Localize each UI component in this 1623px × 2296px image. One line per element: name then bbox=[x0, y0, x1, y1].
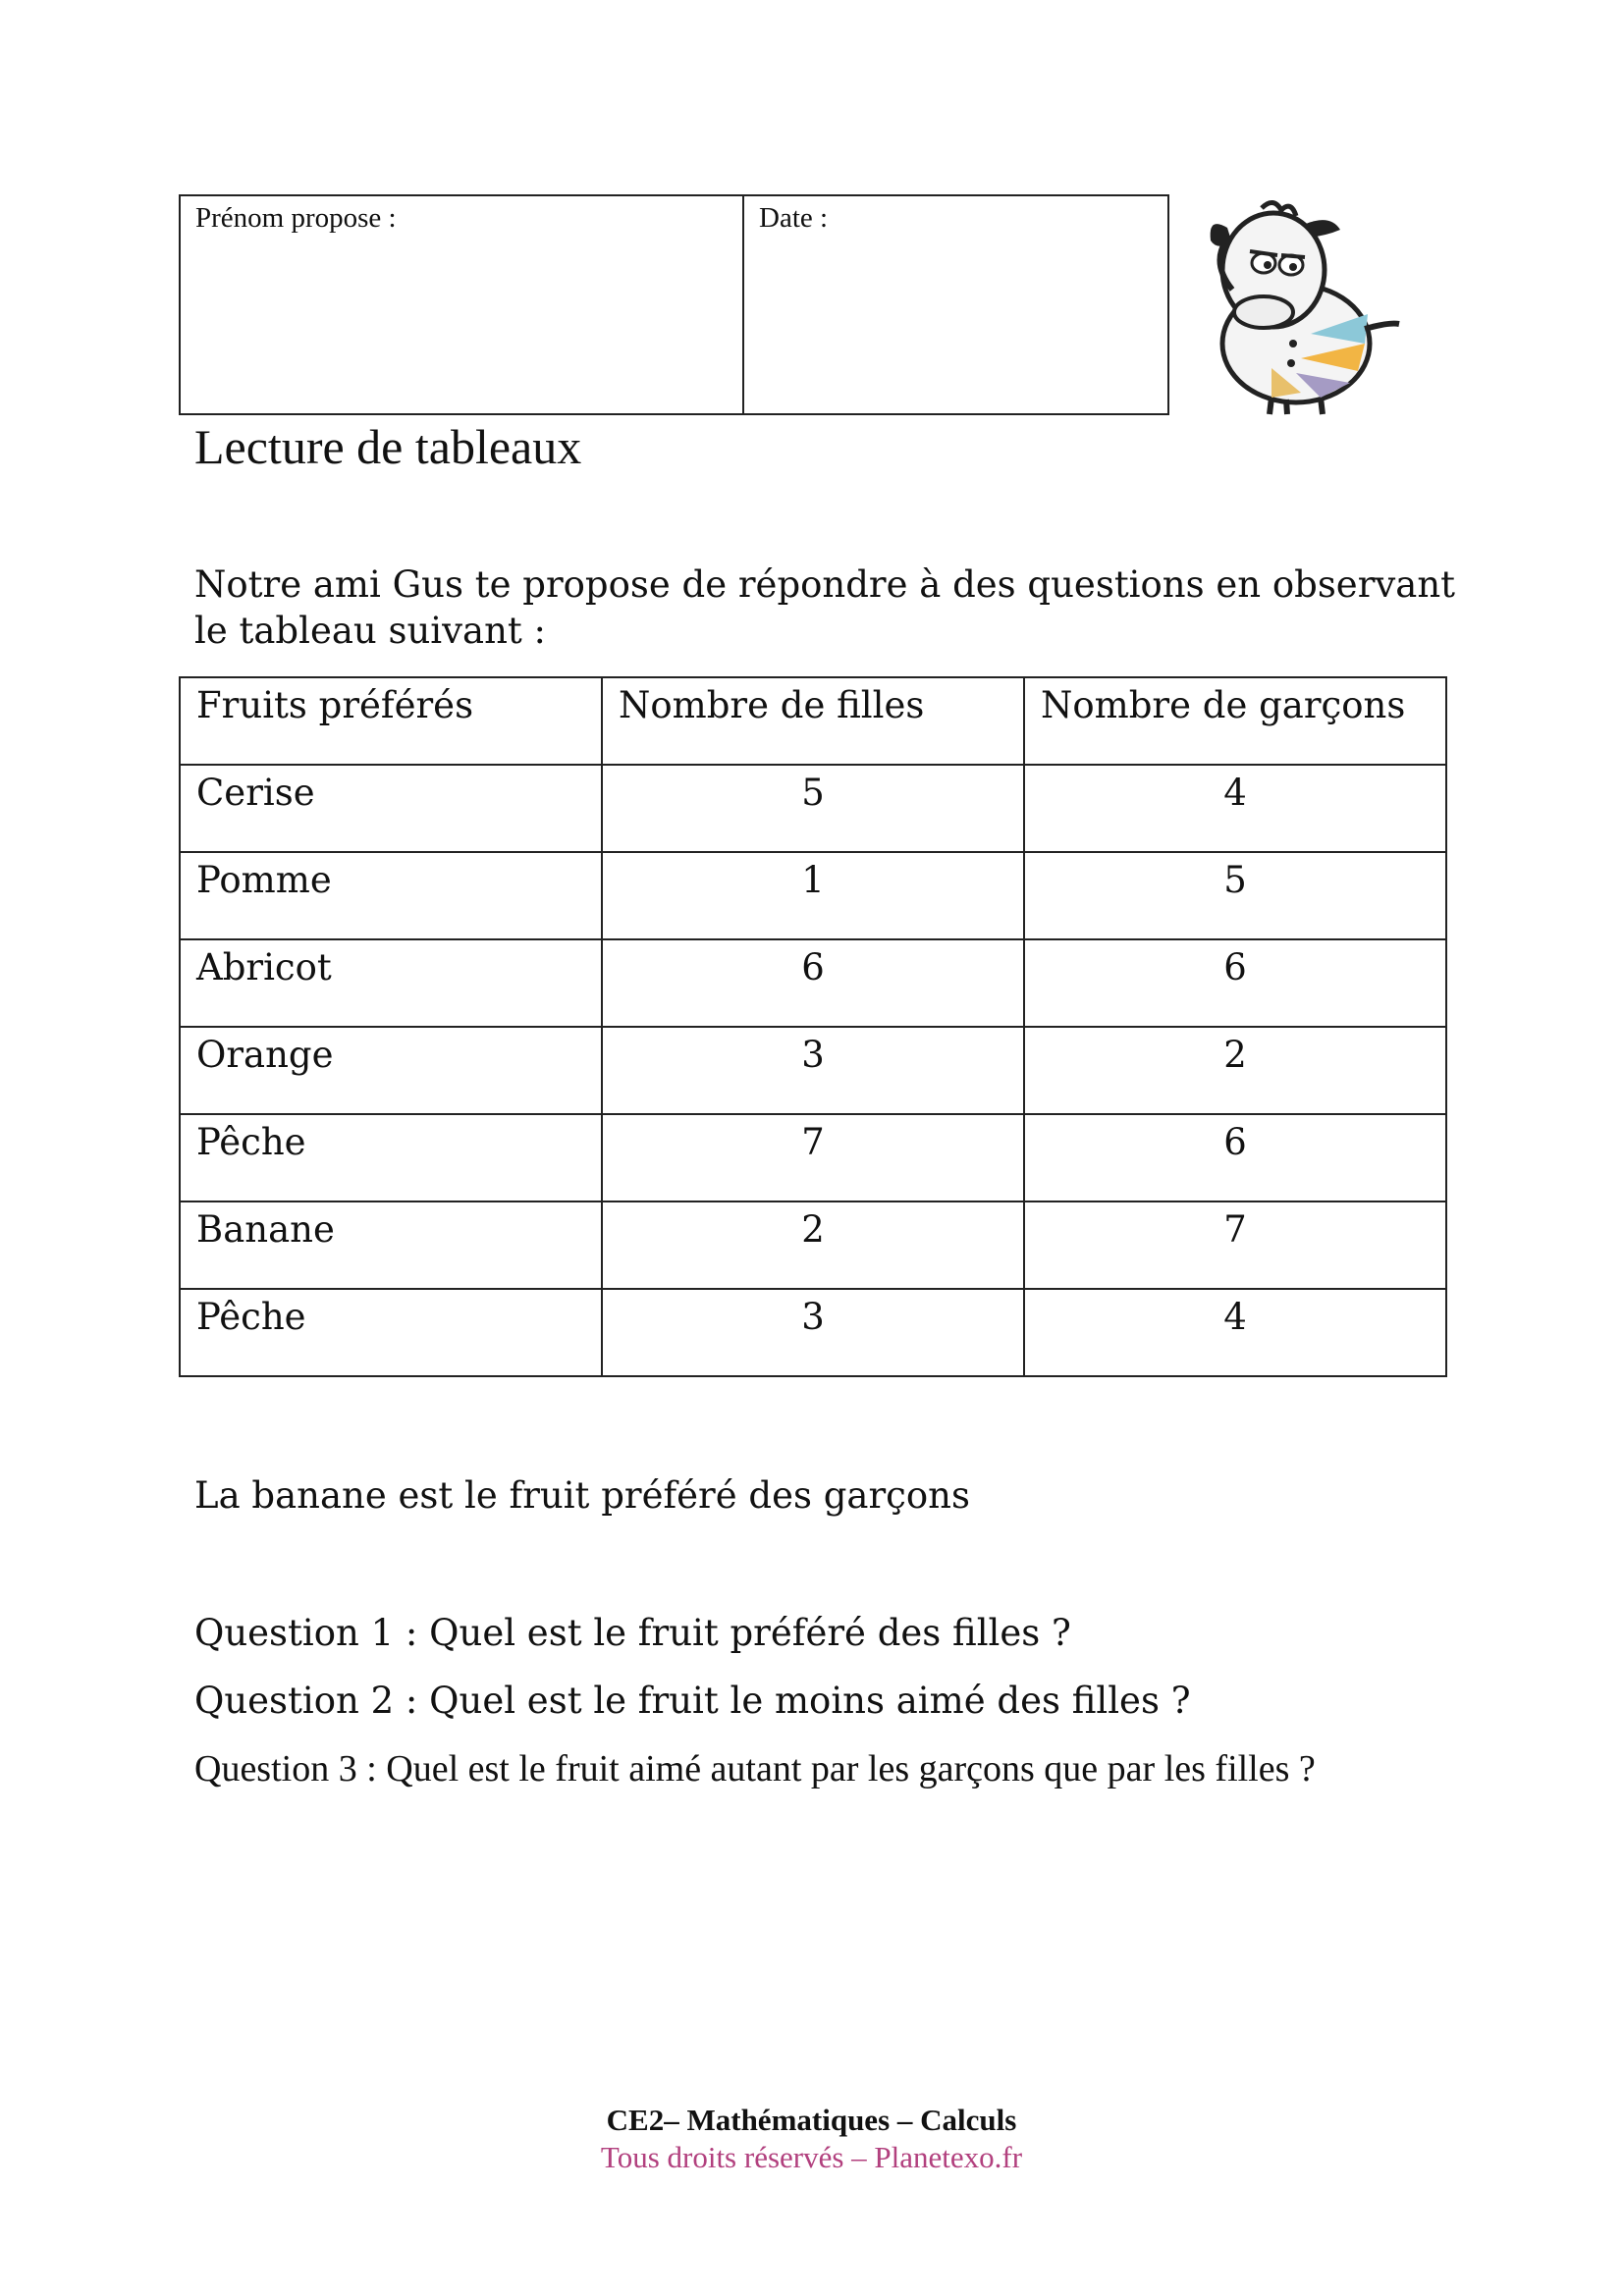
boys-count-cell: 5 bbox=[1024, 852, 1446, 939]
fruit-cell: Orange bbox=[180, 1027, 602, 1114]
boys-count-cell: 4 bbox=[1024, 1289, 1446, 1376]
fruit-preferences-table bbox=[179, 676, 1447, 1377]
fruit-cell: Pomme bbox=[180, 852, 602, 939]
fruit-cell: Cerise bbox=[180, 765, 602, 852]
name-label: Prénom propose : bbox=[195, 202, 397, 234]
girls-count-cell: 6 bbox=[602, 939, 1024, 1027]
column-header-boys: Nombre de garçons bbox=[1024, 677, 1446, 765]
table-row bbox=[180, 765, 1446, 852]
girls-count-cell: 3 bbox=[602, 1027, 1024, 1114]
fruit-cell: Banane bbox=[180, 1201, 602, 1289]
question-text: Quel est le fruit aimé autant par les garçons que par les filles ? bbox=[376, 1748, 1316, 1789]
question-label: Question 3 : bbox=[194, 1748, 377, 1789]
questions-list bbox=[194, 1610, 1471, 1814]
table-row bbox=[180, 1114, 1446, 1201]
page-title: Lecture de tableaux bbox=[194, 419, 582, 474]
boys-count-cell: 2 bbox=[1024, 1027, 1446, 1114]
sheep-mascot-icon bbox=[1203, 196, 1409, 417]
boys-count-cell: 6 bbox=[1024, 939, 1446, 1027]
student-info-box bbox=[179, 194, 1169, 415]
table-row bbox=[180, 939, 1446, 1027]
column-header-fruit: Fruits préférés bbox=[180, 677, 602, 765]
boys-count-cell: 7 bbox=[1024, 1201, 1446, 1289]
question-text: Quel est le fruit préféré des filles ? bbox=[417, 1612, 1071, 1654]
question-label: Question 1 : bbox=[194, 1612, 418, 1654]
question-1 bbox=[194, 1610, 1471, 1656]
boys-count-cell: 4 bbox=[1024, 765, 1446, 852]
girls-count-cell: 2 bbox=[602, 1201, 1024, 1289]
table-row bbox=[180, 1027, 1446, 1114]
girls-count-cell: 7 bbox=[602, 1114, 1024, 1201]
table-row bbox=[180, 1201, 1446, 1289]
girls-count-cell: 1 bbox=[602, 852, 1024, 939]
question-2 bbox=[194, 1678, 1471, 1724]
boys-count-cell: 6 bbox=[1024, 1114, 1446, 1201]
date-field[interactable] bbox=[744, 196, 1167, 413]
question-label: Question 2 : bbox=[194, 1680, 418, 1722]
table-row bbox=[180, 1289, 1446, 1376]
table-header-row bbox=[180, 677, 1446, 765]
question-3 bbox=[194, 1745, 1471, 1792]
footer-copyright: Tous droits réservés – Planetexo.fr bbox=[600, 2140, 1023, 2174]
question-text: Quel est le fruit le moins aimé des filles ? bbox=[417, 1680, 1191, 1722]
intro-text: Notre ami Gus te propose de répondre à des questions en observant le tableau suivant : bbox=[194, 563, 1456, 652]
table-row bbox=[180, 852, 1446, 939]
date-label: Date : bbox=[759, 202, 829, 234]
footer-subject: CE2– Mathématiques – Calculs bbox=[606, 2103, 1017, 2137]
fruit-cell: Pêche bbox=[180, 1114, 602, 1201]
girls-count-cell: 5 bbox=[602, 765, 1024, 852]
name-field[interactable] bbox=[181, 196, 744, 413]
fruit-cell: Pêche bbox=[180, 1289, 602, 1376]
girls-count-cell: 3 bbox=[602, 1289, 1024, 1376]
column-header-girls: Nombre de filles bbox=[602, 677, 1024, 765]
fruit-cell: Abricot bbox=[180, 939, 602, 1027]
example-statement: La banane est le fruit préféré des garçons bbox=[194, 1474, 970, 1517]
